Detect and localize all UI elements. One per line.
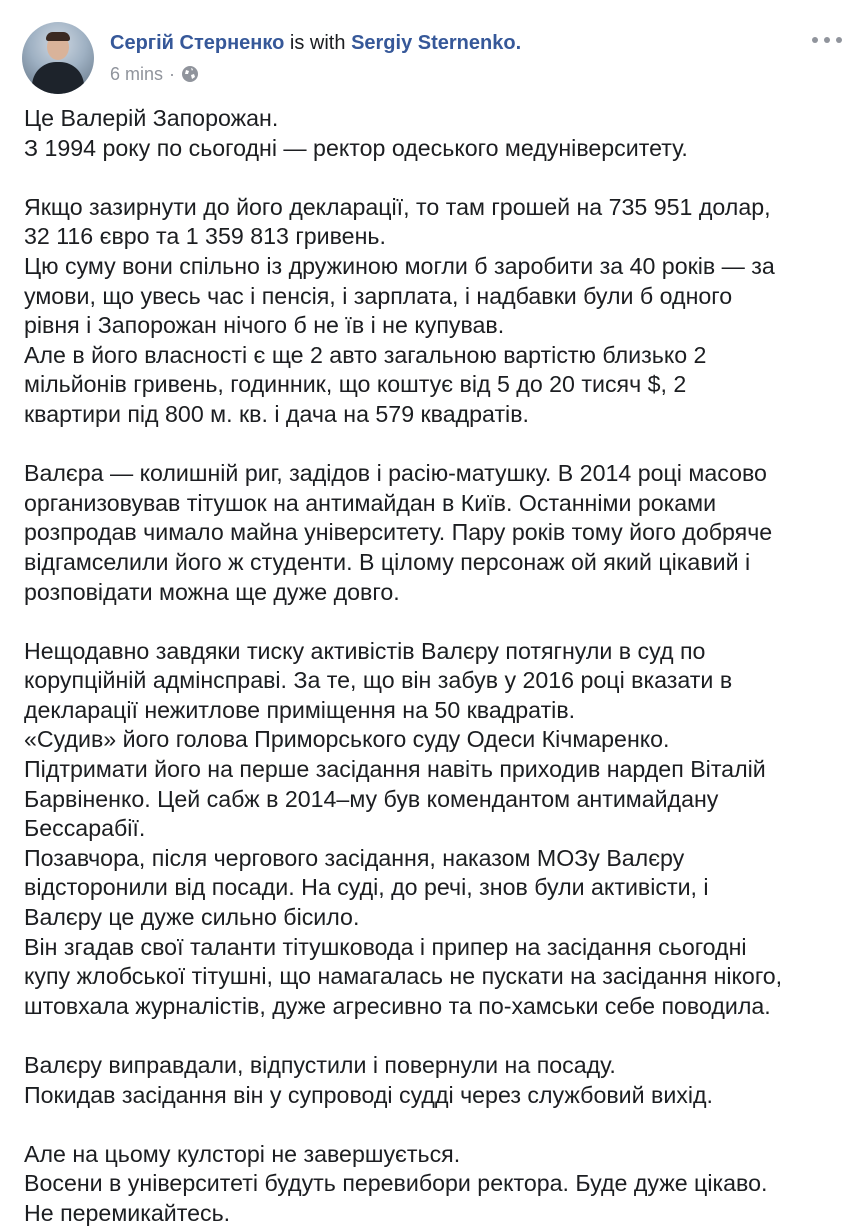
- post-header: [22, 22, 842, 94]
- more-dot: [812, 37, 818, 43]
- post-text-line: купу жлобської тітушні, що намагалась не пускати на засідання нікого,: [24, 963, 783, 990]
- with-text: is with: [289, 32, 346, 54]
- post-text-line: розпродав чимало майна університету. Пару років тому його добряче: [24, 519, 773, 546]
- avatar-hair: [46, 32, 70, 41]
- post-text-line: Валєра — колишній риг, задідов і расію-матушку. В 2014 році масово: [24, 460, 767, 487]
- paragraph-gap: [24, 163, 844, 193]
- post-text-line: корупційній адмінсправі. За те, що він забув у 2016 році вказати в: [24, 667, 733, 694]
- more-dot: [824, 37, 830, 43]
- globe-icon[interactable]: [181, 65, 199, 83]
- post-text-line: «Судив» його голова Приморського суду Одеси Кічмаренко.: [24, 726, 670, 753]
- post-text-line: мільйонів гривень, годинник, що коштує від 5 до 20 тисяч $, 2: [24, 371, 687, 398]
- post-text-line: Він згадав свої таланти тітушковода і припер на засідання сьогодні: [24, 933, 747, 960]
- post-text-line: Валєру це дуже сильно бісило.: [24, 904, 360, 931]
- more-options-icon[interactable]: [812, 32, 842, 48]
- author-avatar[interactable]: [22, 22, 94, 94]
- post-text-line: Валєру виправдали, відпустили і повернули на посаду.: [24, 1052, 616, 1078]
- post-text-line: Позавчора, після чергового засідання, наказом МОЗу Валєру: [24, 844, 685, 871]
- meta-separator: ·: [169, 64, 176, 84]
- post-text-line: квартири під 800 м. кв. і дача на 579 квадратів.: [24, 400, 529, 427]
- more-dot: [836, 37, 842, 43]
- post-meta: [110, 62, 199, 86]
- post-text-line: Підтримати його на перше засідання навіть приходив нардеп Віталій: [24, 756, 766, 783]
- post-text-line: рівня і Запорожан нічого б не їв і не купував.: [24, 312, 505, 339]
- tagged-user-link[interactable]: Sergiy Sternenko.: [351, 32, 522, 54]
- post-text-line: Восени в університеті будуть перевибори ректора. Буде дуже цікаво.: [24, 1170, 768, 1197]
- avatar-shirt: [32, 62, 84, 94]
- post-text-line: декларації нежитлове приміщення на 50 квадратів.: [24, 696, 576, 723]
- post-text-line: 32 116 євро та 1 359 813 гривень.: [24, 223, 386, 250]
- post-timestamp[interactable]: 6 mins: [110, 64, 164, 84]
- post-text-line: Якщо зазирнути до його декларації, то там грошей на 735 951 долар,: [24, 193, 771, 220]
- post-text-line: Але в його власності є ще 2 авто загальною вартістю близько 2: [24, 341, 707, 368]
- post-text-line: Не перемикайтесь.: [24, 1199, 231, 1226]
- post-body: [24, 104, 844, 1229]
- paragraph-gap: [24, 1021, 844, 1051]
- post-text-line: Нещодавно завдяки тиску активістів Валєру потягнули в суд по: [24, 637, 706, 664]
- post-text-line: Покидав засідання він у супроводі судді через службовий вихід.: [24, 1081, 713, 1108]
- post-text-line: Цю суму вони спільно із дружиною могли б заробити за 40 років — за: [24, 252, 775, 279]
- post-text-line: Бессарабії.: [24, 815, 146, 842]
- post-text-line: умови, що увесь час і пенсія, і зарплата, і надбавки були б одного: [24, 282, 733, 309]
- post-text-line: відгамселили його ж студенти. В цілому персонаж ой який цікавий і: [24, 548, 751, 575]
- author-name-link[interactable]: Сергій Стерненко: [110, 32, 285, 54]
- paragraph-gap: [24, 1110, 844, 1140]
- paragraph-gap: [24, 430, 844, 460]
- paragraph-gap: [24, 607, 844, 637]
- post-text-line: З 1994 року по сьогодні — ректор одеського медуніверситету.: [24, 134, 688, 161]
- post-text-line: организовував тітушок на антимайдан в Київ. Останніми роками: [24, 489, 717, 516]
- post-text-line: Барвіненко. Цей сабж в 2014–му був комендантом антимайдану: [24, 785, 719, 812]
- post-text-line: відсторонили від посади. На суді, до речі, знов були активісти, і: [24, 874, 709, 901]
- post-text-line: Це Валерій Запорожан.: [24, 105, 279, 131]
- post-text-line: розповідати можна ще дуже довго.: [24, 578, 400, 605]
- post-text-line: Але на цьому кулсторі не завершується.: [24, 1140, 461, 1167]
- author-line: [110, 30, 521, 56]
- post-text-line: штовхала журналістів, дуже агресивно та по-хамськи себе поводила.: [24, 992, 771, 1019]
